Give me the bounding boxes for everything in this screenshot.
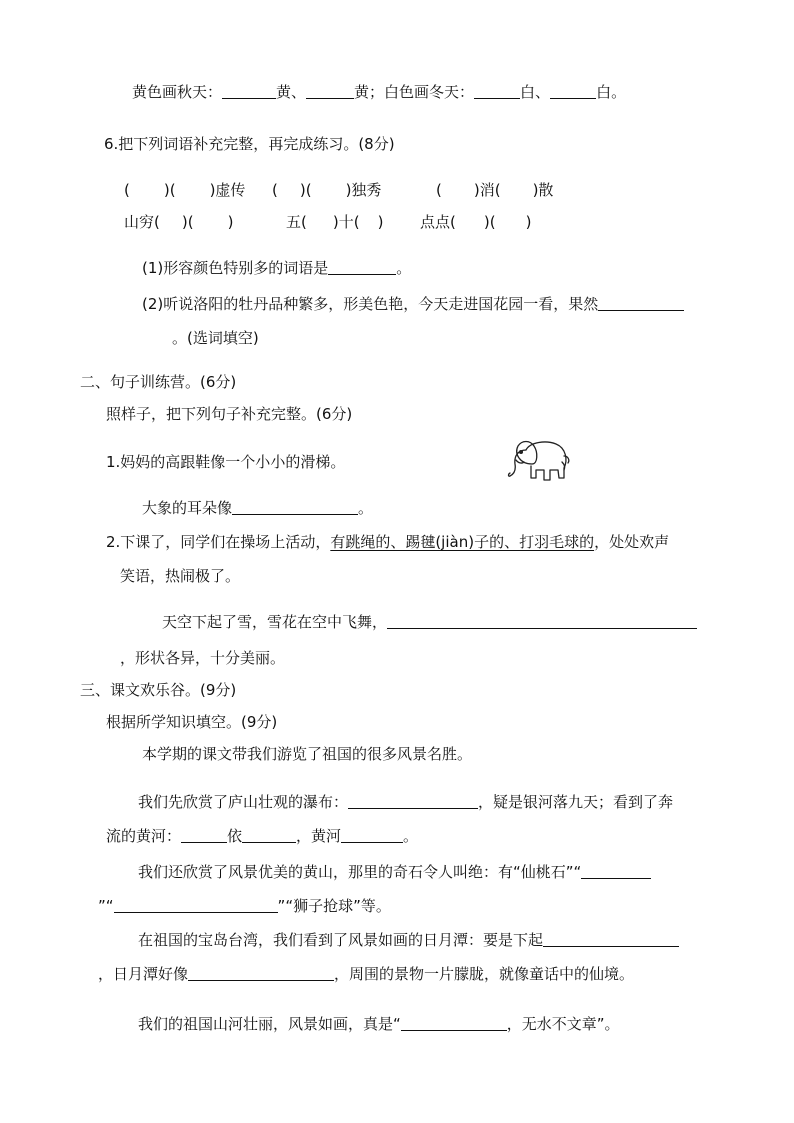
idiom-5-prefix: 五( — [286, 213, 307, 231]
answer-blank[interactable] — [387, 612, 697, 629]
section2-item2: 2.下课了，同学们在操场上活动，有跳绳的、踢毽(jiàn)子的、打羽毛球的，处处欢声 — [106, 533, 670, 551]
idiom-2-suffix: )独秀 — [345, 181, 382, 199]
q6-row1: ( )( )虚传 — [124, 181, 246, 199]
q6-sub2: (2)听说洛阳的牡丹品种繁多，形美色艳，今天走进国花园一看，果然 — [142, 294, 684, 314]
answer-blank[interactable] — [328, 258, 396, 275]
section2-item2-line2: 笑语，热闹极了。 — [120, 567, 241, 585]
section2-item1: 1.妈妈的高跟鞋像一个小小的滑梯。 — [106, 453, 346, 471]
section2-title: 二、句子训练营。(6分) — [80, 373, 237, 391]
idiom-3-mid: )消( — [473, 181, 501, 199]
answer-blank[interactable] — [114, 896, 278, 913]
elephant-image — [504, 434, 572, 486]
q5-prefix: 黄色画秋天： — [132, 83, 223, 101]
section3-title: 三、课文欢乐谷。(9分) — [80, 681, 237, 699]
idiom-4-prefix: 山穷( — [124, 213, 160, 231]
q6-row1-c: ( )消( )散 — [436, 181, 554, 199]
section3-instruction: 根据所学知识填空。(9分) — [106, 713, 278, 731]
section3-p2: 我们先欣赏了庐山壮观的瀑布： ，疑是银河落九天；看到了奔 — [138, 793, 674, 811]
blank-autumn-1[interactable] — [222, 82, 276, 99]
answer-blank[interactable] — [242, 826, 296, 843]
section3-p3: 我们还欣赏了风景优美的黄山，那里的奇石令人叫绝：有“仙桃石”“ — [138, 862, 651, 882]
q5-colors-line: 黄色画秋天： 黄、 黄；白色画冬天： 白、 白。 — [132, 83, 627, 101]
q6-row1-b: ( )( )独秀 — [272, 181, 382, 199]
section3-p4-line2: ，日月潭好像 ，周围的景物一片朦胧，就像童话中的仙境。 — [98, 965, 635, 983]
answer-blank[interactable] — [581, 862, 651, 879]
idiom-6-prefix: 点点( — [420, 213, 456, 231]
paren-open: ( — [124, 181, 130, 199]
answer-blank[interactable] — [341, 826, 403, 843]
section3-p3-line2: ”“ ”“狮子抢球”等。 — [98, 897, 391, 915]
idiom-3-end: )散 — [532, 181, 554, 199]
answer-blank[interactable] — [348, 792, 478, 809]
idiom-1-suffix: )虚传 — [209, 181, 246, 199]
answer-blank[interactable] — [598, 294, 684, 311]
q6-row2-a: 山穷( )( ) — [124, 213, 234, 231]
answer-blank[interactable] — [401, 1014, 507, 1031]
q6-sub1: (1)形容颜色特别多的词语是 。 — [142, 259, 412, 277]
answer-blank[interactable] — [232, 498, 358, 515]
answer-blank[interactable] — [543, 930, 679, 947]
blank-autumn-2[interactable] — [306, 82, 354, 99]
section2-item2-answer: 天空下起了雪，雪花在空中飞舞， — [162, 612, 697, 632]
q6-title: 6.把下列词语补充完整，再完成练习。(8分) — [104, 135, 395, 153]
q6-row2-b: 五( )十( ) — [286, 213, 384, 231]
section3-p2-line2: 流的黄河： 依 ，黄河 。 — [106, 827, 419, 845]
answer-blank[interactable] — [188, 964, 334, 981]
blank-winter-2[interactable] — [550, 82, 596, 99]
answer-blank[interactable] — [181, 826, 227, 843]
section3-p4: 在祖国的宝岛台湾，我们看到了风景如画的日月潭：要是下起 — [138, 930, 679, 950]
section3-p1: 本学期的课文带我们游览了祖国的很多风景名胜。 — [142, 745, 473, 763]
section2-item1-answer: 大象的耳朵像 。 — [142, 499, 374, 517]
underlined-phrase: 有跳绳的、踢毽(jiàn)子的、打羽毛球的 — [330, 533, 595, 551]
q6-row2-c: 点点( )( ) — [420, 213, 532, 231]
section2-instruction: 照样子，把下列句子补充完整。(6分) — [106, 405, 353, 423]
q6-sub2-end: 。(选词填空) — [172, 329, 259, 347]
section2-item2-answer-end: ，形状各异，十分美丽。 — [120, 649, 286, 667]
section3-p5: 我们的祖国山河壮丽，风景如画，真是“ ，无水不文章”。 — [138, 1015, 620, 1033]
idiom-5-mid: )十( — [332, 213, 360, 231]
blank-winter-1[interactable] — [474, 82, 520, 99]
